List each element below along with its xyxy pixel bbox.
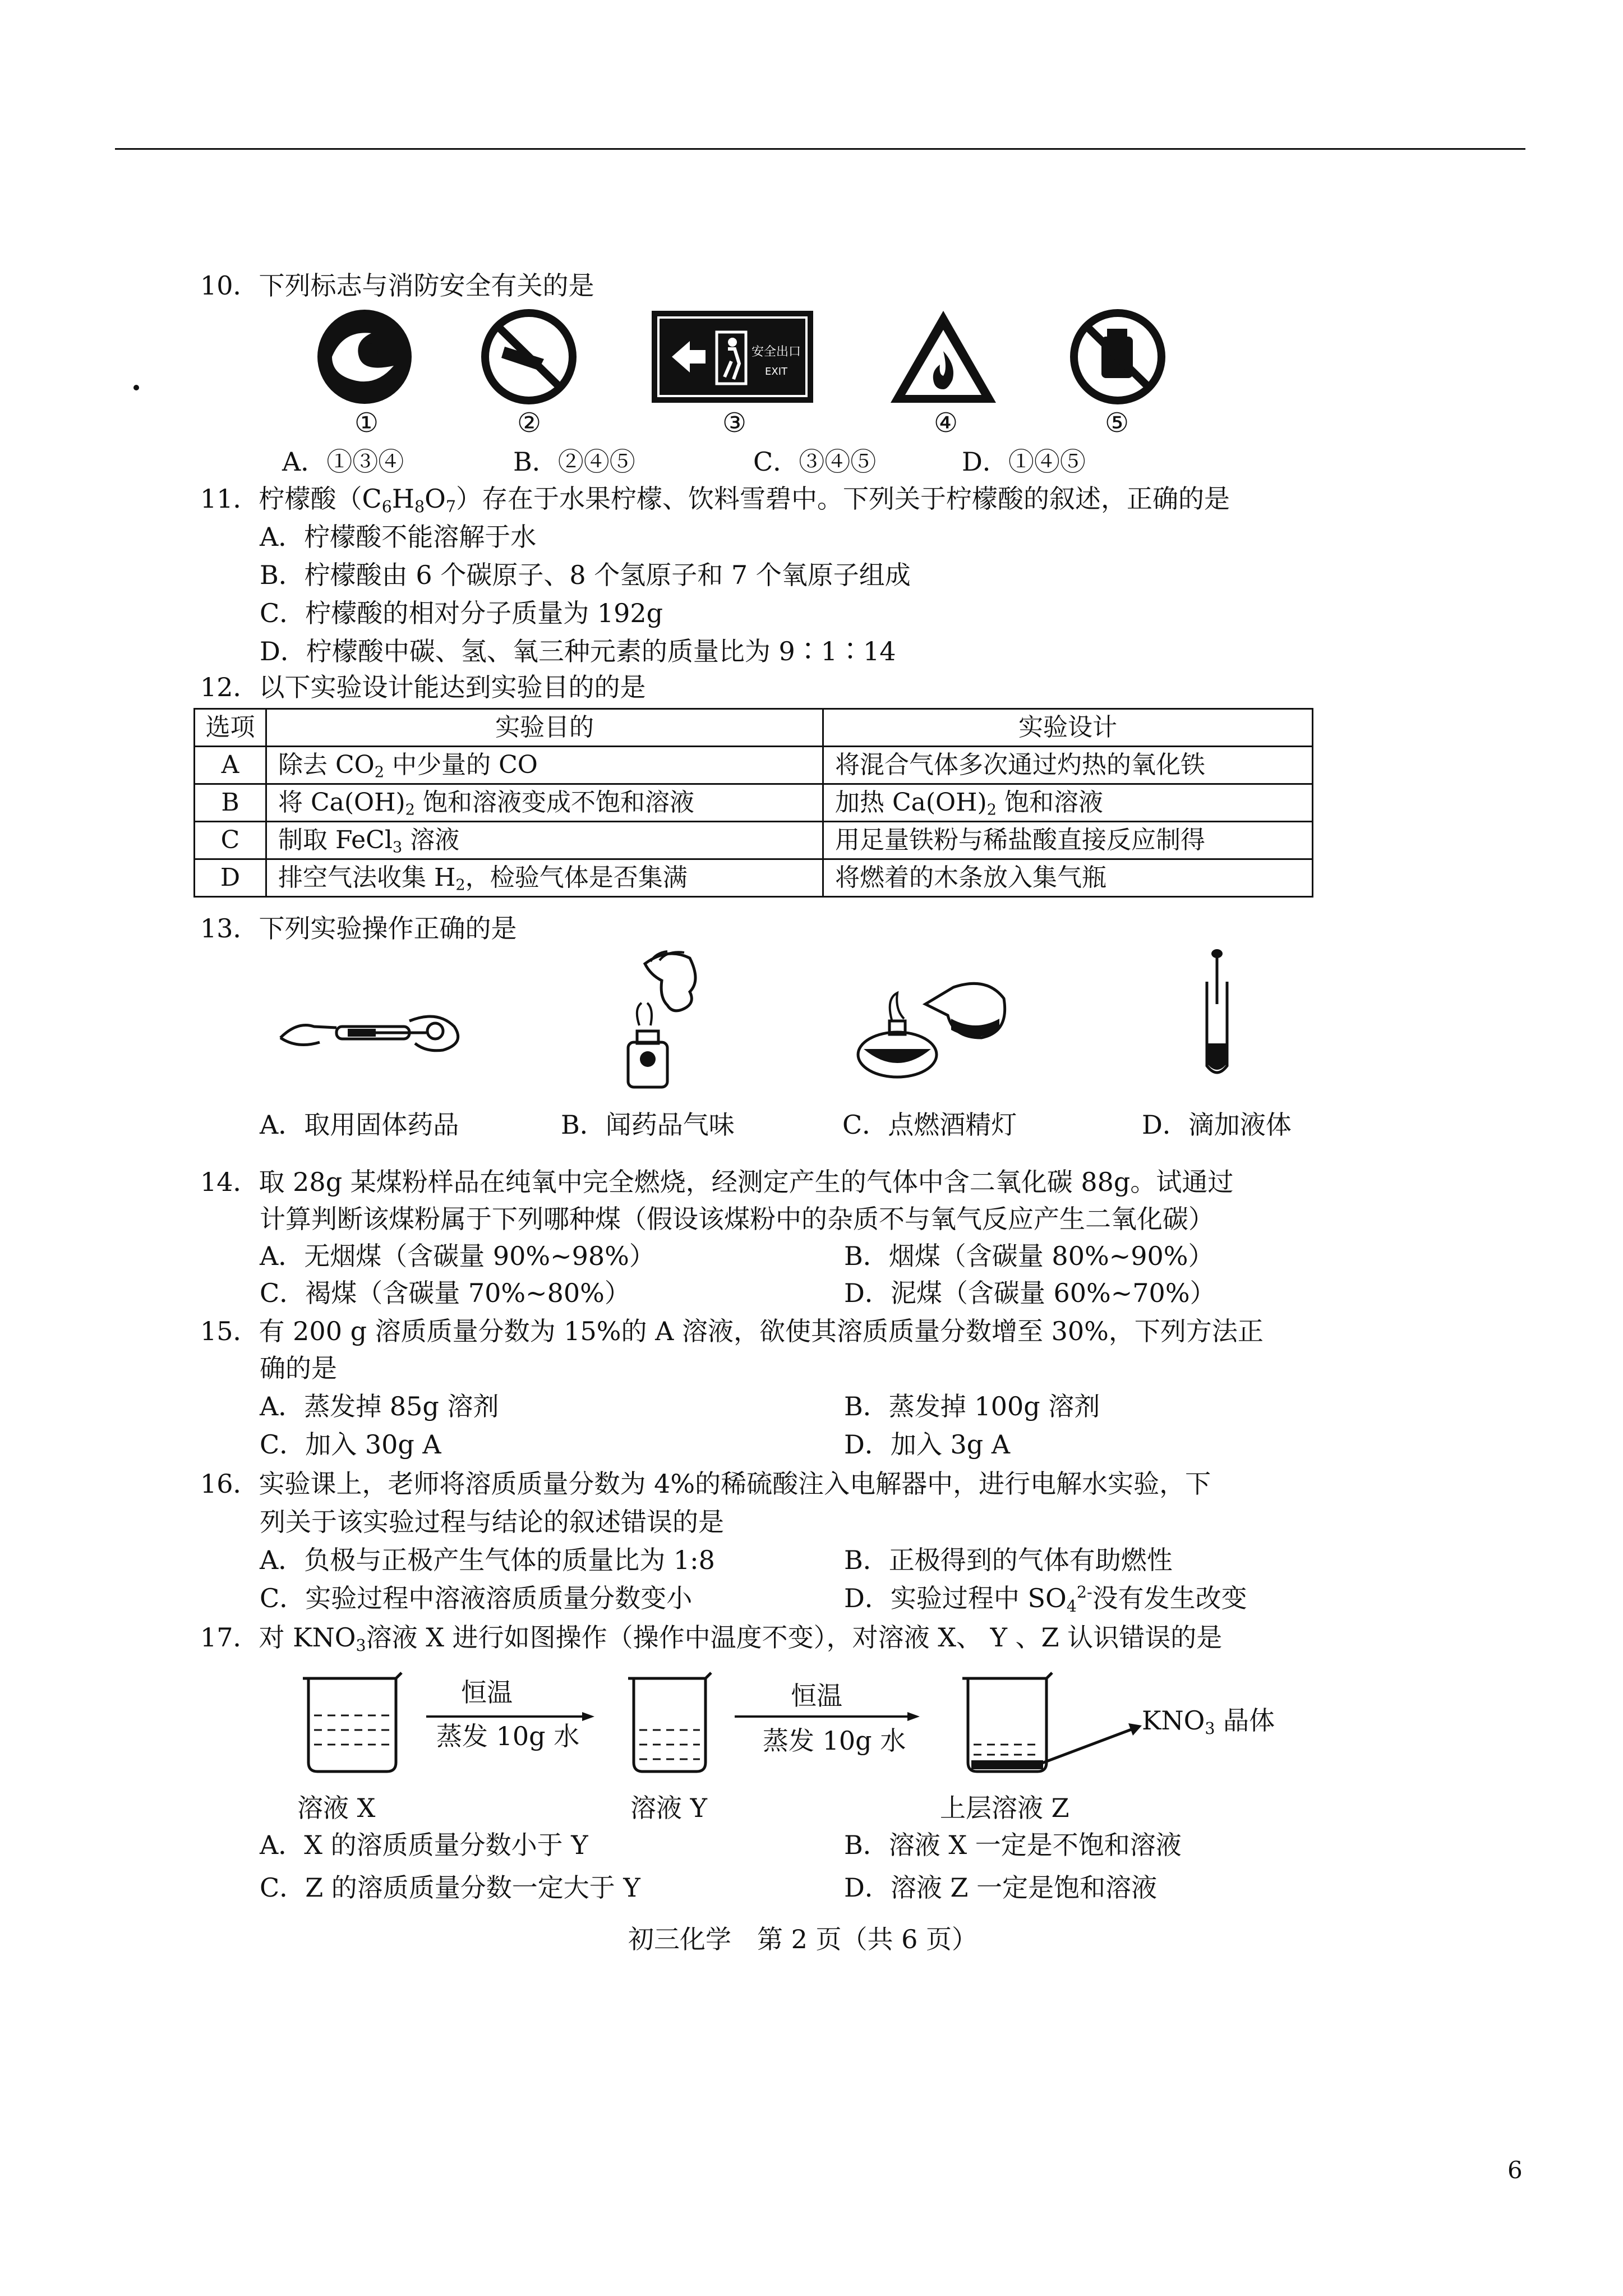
sign-label-4: ④ [934, 407, 958, 439]
arrow-2-top-label: 恒温 [791, 1681, 842, 1711]
crystal-deposit [971, 1760, 1043, 1769]
row-c-goal-sub: 3 [392, 839, 403, 857]
row-d-design [823, 859, 1313, 897]
row-c-goal-post: 溶液 [402, 825, 460, 854]
row-d-goal-pre: 排空气法收集 H [278, 863, 456, 892]
exit-sign-bottom-text: EXIT [764, 366, 788, 378]
drip-liquid-illustration-icon [1195, 948, 1239, 1083]
q10-stem: 10．下列标志与消防安全有关的是 [200, 270, 594, 301]
q10-option-c: C．③④⑤ [753, 447, 877, 477]
q11-formula-o: O [425, 484, 446, 514]
exit-sign-top-text: 安全出口 [751, 345, 801, 359]
beaker-x-icon [308, 1673, 402, 1772]
row-b-goal-sub: 2 [405, 801, 416, 819]
row-c-key: C [195, 822, 266, 859]
row-a-design [823, 747, 1313, 784]
row-c-design-pre: 用足量铁粉与稀盐酸直接反应制得 [835, 825, 1205, 854]
q11-formula-h-sub: 8 [414, 497, 425, 516]
table-header-row [195, 709, 1313, 747]
q14-option-d: D．泥煤（含碳量 60%~70%） [844, 1278, 1216, 1308]
q16-option-d-sup: 2- [1076, 1582, 1092, 1602]
q17-stem-sub: 3 [356, 1636, 366, 1655]
q15-line-1: 15．有 200 g 溶质质量分数为 15%的 A 溶液，欲使其溶质质量分数增至 30%，下列方法正 [200, 1316, 1264, 1346]
table-header-design: 实验设计 [823, 709, 1313, 747]
beaker-z-icon [968, 1673, 1052, 1772]
q10-option-b: B．②④⑤ [513, 447, 635, 477]
row-a-goal-pre: 除去 CO [278, 750, 375, 779]
arrow-1-bottom-label: 蒸发 10g 水 [436, 1721, 580, 1751]
exit-sign-icon [649, 307, 815, 406]
light-alcohol-lamp-illustration-icon [852, 965, 1021, 1088]
q17-option-d: D．溶液 Z 一定是饱和溶液 [844, 1872, 1158, 1903]
q17-option-c: C．Z 的溶质质量分数一定大于 Y [260, 1872, 640, 1903]
q16-option-d-sub: 4 [1066, 1596, 1077, 1616]
row-a-goal-sub: 2 [374, 763, 385, 781]
q17-stem-pre: 17．对 KNO [200, 1622, 356, 1653]
beaker-x-label: 溶液 X [297, 1793, 376, 1823]
row-d-key: D [195, 859, 266, 897]
q15-option-c: C．加入 30g A [260, 1429, 441, 1460]
q10-option-d: D．①④⑤ [962, 447, 1086, 477]
row-a-goal [266, 747, 823, 784]
sign-label-5: ⑤ [1105, 407, 1129, 439]
q16-line-1: 16．实验课上，老师将溶质质量分数为 4%的稀硫酸注入电解器中，进行电解水实验，下 [200, 1469, 1211, 1499]
q10-option-a: A．①③④ [282, 447, 404, 477]
row-d-goal-post: ，检验气体是否集满 [465, 863, 688, 892]
row-a-key: A [195, 747, 266, 784]
q11-option-c: C．柠檬酸的相对分子质量为 192g [260, 598, 663, 628]
q14-line-1: 14．取 28g 某煤粉样品在纯氧中完全燃烧，经测定产生的气体中含二氧化碳 88g。试通过 [200, 1167, 1234, 1197]
table-row [195, 747, 1313, 784]
q12-table [193, 708, 1313, 898]
fire-safety-sign-1-icon [310, 307, 419, 406]
q17-stem-post: 溶液 X 进行如图操作（操作中温度不变），对溶液 X、 Y 、Z 认识错误的是 [366, 1622, 1223, 1653]
q14-option-c: C．褐煤（含碳量 70%~80%） [260, 1278, 630, 1308]
row-d-goal [266, 859, 823, 897]
q15-option-b: B．蒸发掉 100g 溶剂 [844, 1391, 1100, 1421]
q13-option-b: B．闻药品气味 [561, 1110, 735, 1140]
row-b-design [823, 784, 1313, 822]
beaker-z-label: 上层溶液 Z [940, 1793, 1069, 1823]
row-b-design-sub: 2 [986, 801, 997, 819]
row-d-goal-sub: 2 [455, 876, 465, 894]
sign-label-1: ① [354, 407, 379, 439]
arrow-2-bottom-label: 蒸发 10g 水 [763, 1726, 906, 1756]
page-footer: 初三化学 第 2 页（共 6 页） [628, 1924, 978, 1954]
q15-line-2: 确的是 [260, 1353, 337, 1383]
q12-stem: 12．以下实验设计能达到实验目的的是 [200, 672, 646, 702]
sign-label-3: ③ [722, 407, 747, 439]
q16-option-d [844, 1583, 1247, 1614]
no-fireworks-sign-icon [477, 307, 581, 406]
table-row [195, 859, 1313, 897]
crystal-label-pre: KNO [1142, 1705, 1205, 1736]
q11-stem-post: ）存在于水果柠檬、饮料雪碧中。下列关于柠檬酸的叙述，正确的是 [456, 484, 1230, 514]
row-b-design-pre: 加热 Ca(OH) [835, 788, 987, 817]
q11-option-b: B．柠檬酸由 6 个碳原子、8 个氢原子和 7 个氧原子组成 [260, 560, 911, 590]
no-burning-materials-sign-icon [1066, 307, 1170, 406]
q14-line-2: 计算判断该煤粉属于下列哪种煤（假设该煤粉中的杂质不与氧气反应产生二氧化碳） [260, 1204, 1214, 1234]
q16-option-d-post: 没有发生改变 [1092, 1583, 1247, 1613]
q16-line-2: 列关于该实验过程与结论的叙述错误的是 [260, 1507, 724, 1537]
beaker-y-label: 溶液 Y [630, 1793, 707, 1823]
q16-option-a: A．负极与正极产生气体的质量比为 1:8 [260, 1545, 715, 1575]
q11-stem-pre: 11．柠檬酸（C [200, 484, 382, 514]
row-c-goal [266, 822, 823, 859]
q17-option-a: A．X 的溶质质量分数小于 Y [260, 1830, 588, 1860]
q11-formula-o-sub: 7 [445, 497, 457, 516]
q13-option-c: C．点燃酒精灯 [842, 1110, 1017, 1140]
table-header-goal: 实验目的 [266, 709, 823, 747]
q13-option-a: A．取用固体药品 [260, 1110, 459, 1140]
q13-option-d: D．滴加液体 [1142, 1110, 1292, 1140]
q15-option-d: D．加入 3g A [844, 1429, 1011, 1460]
top-rule [115, 148, 1525, 150]
stray-mark [133, 385, 139, 390]
q11-option-d: D．柠檬酸中碳、氢、氧三种元素的质量比为 9∶1∶14 [260, 636, 896, 666]
q11-stem [200, 484, 1230, 514]
row-b-goal-pre: 将 Ca(OH) [278, 788, 405, 817]
q17-option-b: B．溶液 X 一定是不饱和溶液 [844, 1830, 1182, 1860]
q11-option-a: A．柠檬酸不能溶解于水 [260, 522, 537, 552]
beaker-y-icon [634, 1673, 711, 1772]
q16-option-d-pre: D．实验过程中 SO [844, 1583, 1067, 1613]
flammable-warning-sign-icon [887, 307, 999, 406]
row-c-goal-pre: 制取 FeCl [278, 825, 393, 854]
q14-option-b: B．烟煤（含碳量 80%~90%） [844, 1241, 1214, 1271]
table-row [195, 822, 1313, 859]
q17-stem [200, 1622, 1222, 1653]
take-solid-reagent-illustration-icon [275, 999, 477, 1071]
row-b-design-post: 饱和溶液 [997, 788, 1104, 817]
q16-option-b: B．正极得到的气体有助燃性 [844, 1545, 1173, 1575]
q17-evaporation-diagram [292, 1667, 1166, 1779]
q16-option-c: C．实验过程中溶液溶质质量分数变小 [260, 1583, 693, 1613]
crystal-label-sub: 3 [1205, 1719, 1215, 1738]
row-b-key: B [195, 784, 266, 822]
q13-stem: 13．下列实验操作正确的是 [200, 913, 517, 944]
q11-formula-h: H [391, 484, 415, 514]
row-d-design-pre: 将燃着的木条放入集气瓶 [835, 863, 1106, 892]
q11-formula-c-sub: 6 [381, 497, 392, 516]
table-header-option: 选项 [195, 709, 266, 747]
q15-option-a: A．蒸发掉 85g 溶剂 [260, 1391, 499, 1421]
crystal-label [1142, 1705, 1275, 1736]
arrow-1-top-label: 恒温 [461, 1677, 513, 1708]
row-b-goal-post: 饱和溶液变成不饱和溶液 [415, 788, 695, 817]
sign-label-2: ② [517, 407, 542, 439]
row-a-design-pre: 将混合气体多次通过灼热的氧化铁 [835, 750, 1205, 779]
smell-reagent-illustration-icon [606, 947, 718, 1093]
crystal-label-post: 晶体 [1215, 1705, 1275, 1736]
table-row [195, 784, 1313, 822]
q14-option-a: A．无烟煤（含碳量 90%~98%） [260, 1241, 655, 1271]
page-number: 6 [1507, 2156, 1523, 2184]
row-a-goal-post: 中少量的 CO [384, 750, 538, 779]
row-b-goal [266, 784, 823, 822]
row-c-design [823, 822, 1313, 859]
